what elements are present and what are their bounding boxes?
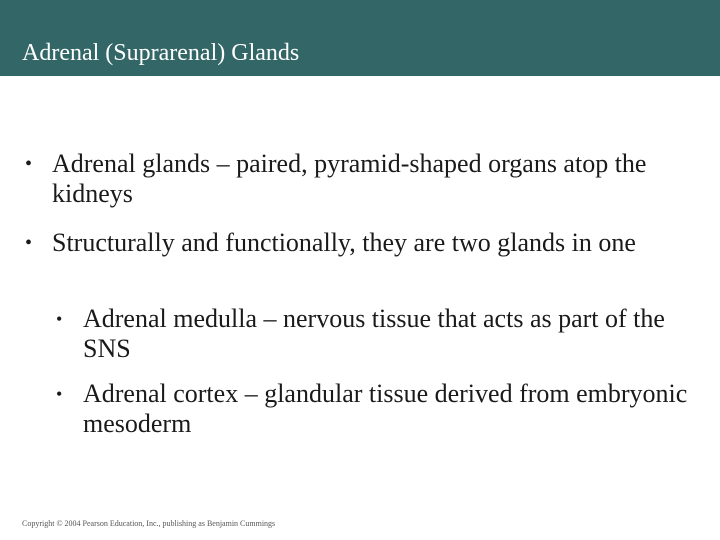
- slide-title: Adrenal (Suprarenal) Glands: [22, 40, 300, 66]
- sub-bullet-text: Adrenal cortex – glandular tissue derived from embryonic mesoderm: [83, 379, 688, 438]
- bullet-text: Structurally and functionally, they are two glands in one: [52, 228, 636, 257]
- copyright-notice: Copyright © 2004 Pearson Education, Inc., publishing as Benjamin Cummings: [22, 519, 276, 528]
- bullet-dot: •: [25, 232, 33, 254]
- sub-bullet-item: [56, 304, 696, 364]
- bullet-item: [25, 149, 695, 209]
- bullet-text: Adrenal glands – paired, pyramid-shaped organs atop the kidneys: [52, 149, 647, 208]
- title-bar: [0, 0, 720, 76]
- bullet-dot: •: [56, 309, 63, 329]
- bullet-dot: •: [25, 153, 33, 175]
- bullet-item: [25, 228, 695, 258]
- sub-bullet-item: [56, 379, 696, 439]
- bullet-dot: •: [56, 384, 63, 404]
- sub-bullet-text: Adrenal medulla – nervous tissue that acts as part of the SNS: [83, 304, 665, 363]
